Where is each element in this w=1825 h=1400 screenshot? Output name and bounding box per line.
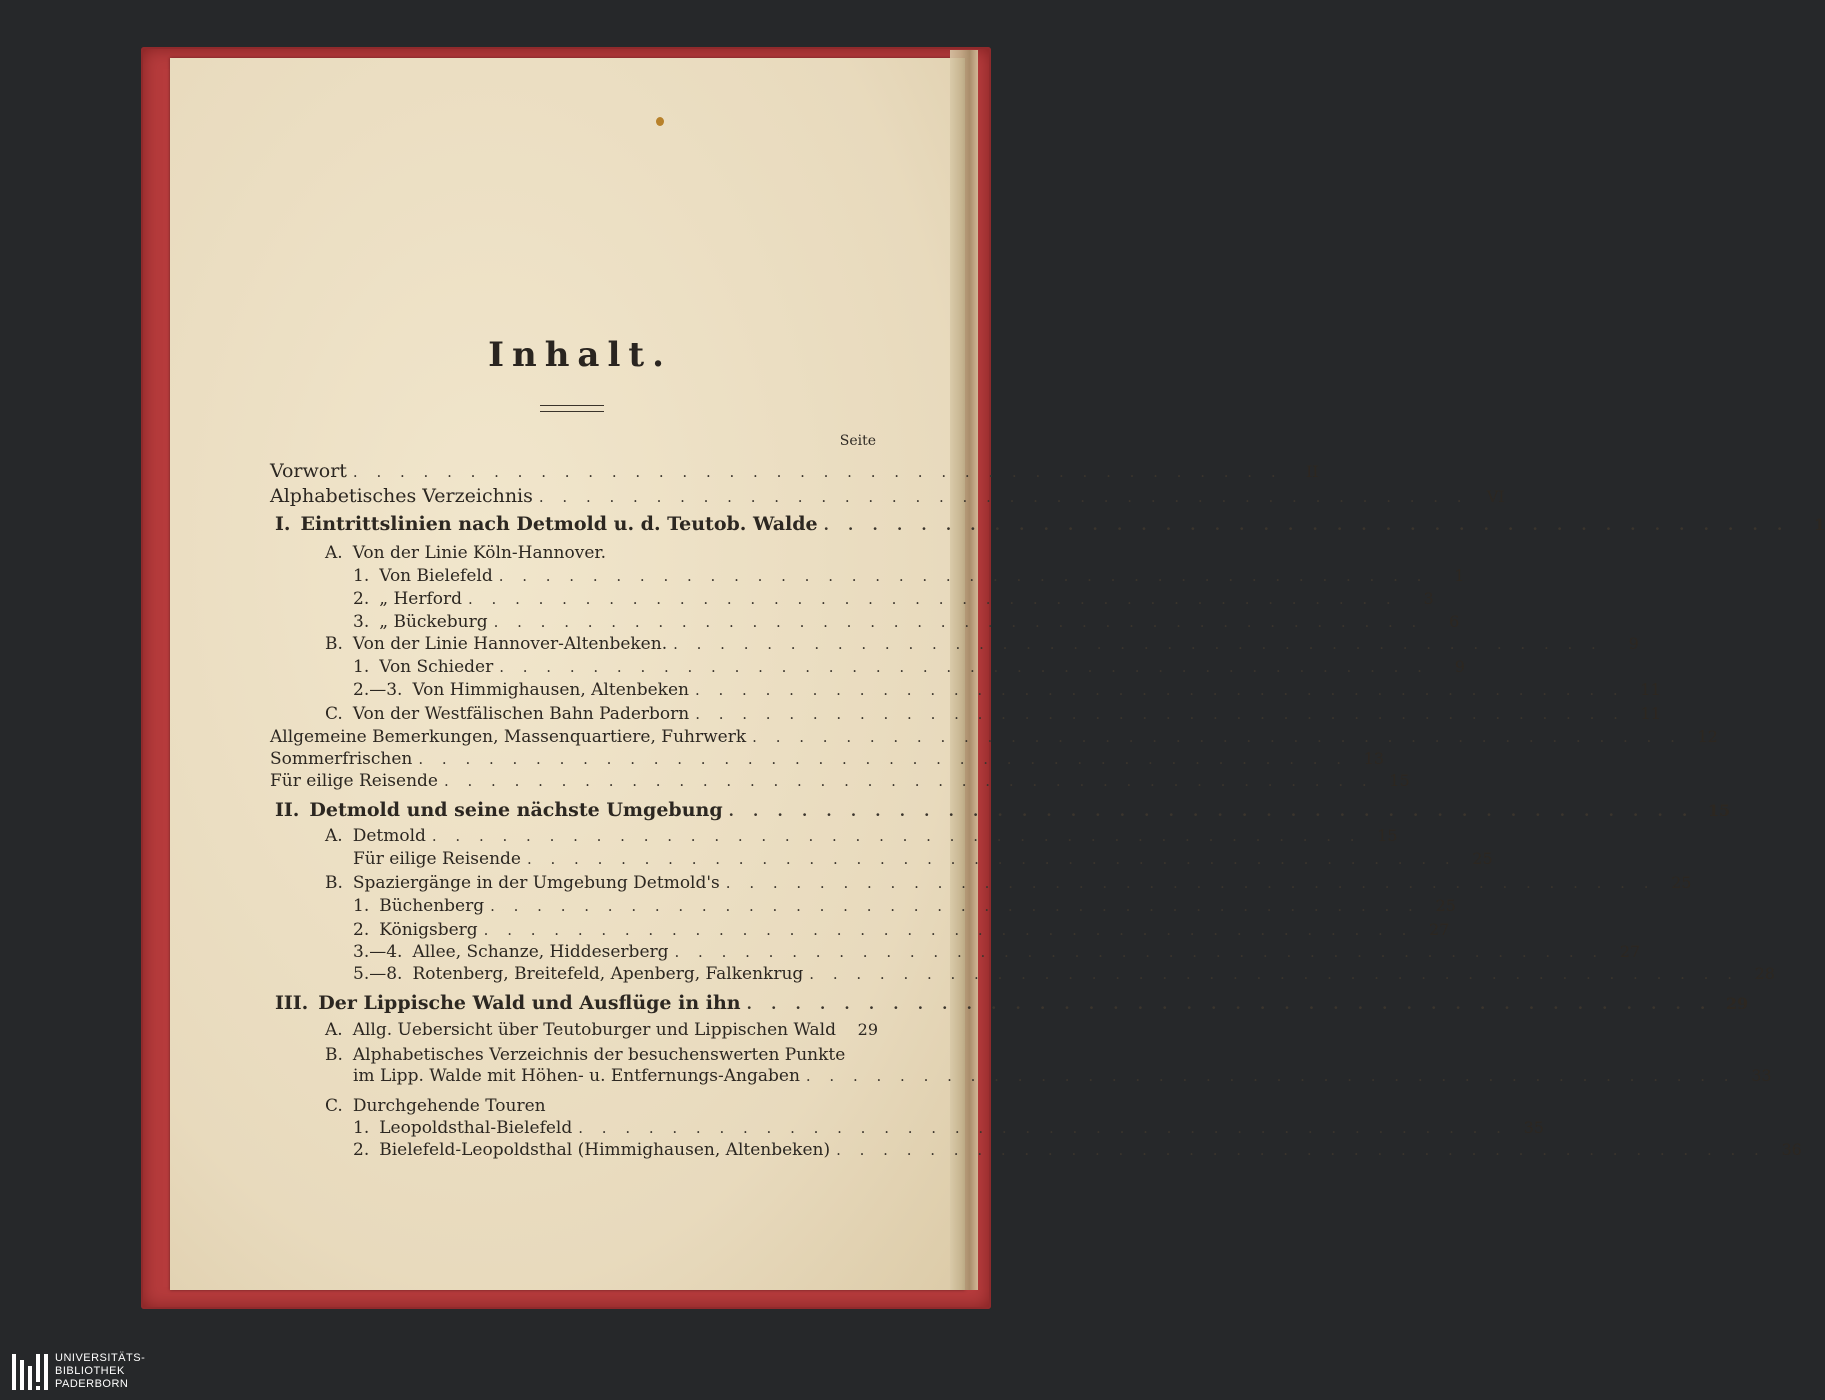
toc-entry-label: Büchenberg [379, 896, 485, 916]
toc-entry-number: A. [325, 543, 343, 563]
toc-page-number: 6 [1449, 612, 1460, 631]
toc-entry-label: Vorwort [270, 460, 347, 482]
toc-leader-dots: . . . . . . . . . . . . . . . . . . . . . . . . . . . . . . . . . . . . . . . . [836, 1141, 1766, 1159]
toc-page-number: 29 [857, 1020, 878, 1039]
toc-leader-dots: . . . . . . . . . . . . . . . . . . . . . . . . . . . . . . . . . . . . . . . . [526, 850, 1457, 868]
toc-entry-label: Rotenberg, Breitefeld, Apenberg, Falkenkrug [412, 964, 804, 984]
toc-entry-number: 3.—4. [353, 942, 403, 962]
toc-leader-dots: . . . . . . . . . . . . . . . . . . . . . . . . . . . . . . . . . . . . . . . . [490, 897, 1420, 915]
toc-entry [353, 920, 1450, 944]
toc-entry-number: 1. [353, 566, 370, 586]
library-name-line: PADERBORN [55, 1378, 129, 1390]
toc-entry-label: Detmold [352, 826, 426, 846]
toc-entry-number: B. [325, 634, 343, 654]
toc-entry [353, 612, 1460, 636]
toc-entry [353, 849, 1493, 873]
toc-entry-number: 2. [353, 1140, 370, 1160]
toc-entry [353, 942, 1641, 966]
toc-leader-dots: . . . . . . . . . . . . . . . . . . . . . . . . . . . . . . . . . . . . . . . . [493, 613, 1424, 631]
toc-leader-dots: . . . . . . . . . . . . . . . . . . . . . . . . . . . . . . . . . . . . . . . . [352, 463, 1283, 481]
toc-entry-label: Von der Westfälischen Bahn Paderborn [352, 704, 690, 724]
toc-entry [325, 1096, 878, 1120]
ink-spot [656, 117, 664, 126]
toc-entry [353, 896, 1456, 920]
toc-entry-label: Königsberg [379, 920, 478, 940]
toc-entry-number: III. [275, 992, 309, 1014]
toc-entry-label: Detmold und seine nächste Umgebung [309, 799, 723, 821]
toc-entry [275, 992, 1749, 1016]
toc-entry [270, 460, 1319, 484]
toc-leader-dots: . . . . . . . . . . . . . . . . . . . . . . . . . . . . . . . . . . . . . . . . [578, 1119, 1508, 1137]
toc-entry-number: 5.—8. [353, 964, 403, 984]
toc-leader-dots: . . . . . . . . . . . . . . . . . . . . . . . . . . . . . . . . . . . . . . . . [695, 705, 1625, 723]
toc-page-number: 36 [1781, 1140, 1802, 1159]
toc-entry-number: A. [325, 826, 343, 846]
toc-entry [325, 873, 1692, 897]
toc-entry-number: 2.—3. [353, 680, 403, 700]
toc-entry-number: II. [275, 799, 300, 821]
toc-entry-label: Von Bielefeld [379, 566, 493, 586]
toc-entry-label: Von Himmighausen, Altenbeken [412, 680, 689, 700]
toc-leader-dots: . . . . . . . . . . . . . . . . . . . . . . . . . . . . . . . . . . . . . . . . [809, 965, 1739, 983]
toc-entry [275, 799, 1731, 823]
toc-entry-number: C. [325, 1096, 343, 1116]
toc-entry [353, 1140, 1802, 1164]
toc-leader-dots: . . . . . . . . . . . . . . . . . . . . . . . . . . . . . . . . . . . . . . . . [728, 802, 1695, 820]
toc-page-number: VI [1486, 487, 1505, 506]
toc-entry-label: Leopoldsthal-Bielefeld [379, 1118, 573, 1138]
toc-entry-label: im Lipp. Walde mit Höhen- u. Entfernungs-Angaben [353, 1066, 800, 1086]
toc-entry-label: Alphabetisches Verzeichnis der besuchenswerten Punkte [352, 1045, 846, 1065]
toc-page-number: II [1305, 462, 1319, 481]
toc-leader-dots: . . . . . . . . . . . . . . . . . . . . . . . . . . . . . . . . . . . . . . . . [499, 658, 1429, 676]
toc-leader-dots: . . . . . . . . . . . . . . . . . . . . . . . . . . . . . . . . . . . . . . . . [746, 995, 1713, 1013]
toc-leader-dots: . . . . . . . . . . . . . . . . . . . . . . . . . . . . . . . . . . . . . . . . [805, 1067, 1736, 1085]
toc-page-number: 29 [1725, 994, 1749, 1013]
toc-page-number: 12 [1697, 727, 1718, 746]
toc-page-number: 15 [1707, 801, 1731, 820]
toc-entry [270, 771, 1410, 795]
library-name [55, 1352, 145, 1391]
toc-entry [325, 1020, 878, 1044]
library-name-line: UNIVERSITÄTS- [55, 1352, 146, 1364]
toc-entry-number: 2. [353, 920, 370, 940]
toc-entry-number: C. [325, 704, 343, 724]
toc-entry-label: Bielefeld-Leopoldsthal (Himmighausen, Altenbeken) [379, 1140, 831, 1160]
toc-entry-number: 2. [353, 589, 370, 609]
toc-page-number: 11 [1640, 704, 1661, 723]
toc-page-number: 1 [1814, 515, 1825, 534]
toc-entry-label: Allgemeine Bemerkungen, Massenquartiere, Fuhrwerk [270, 727, 747, 747]
toc-entry [353, 657, 1465, 681]
toc-page-number: 25 [1671, 873, 1692, 892]
toc-page-number: 28 [1754, 964, 1775, 983]
toc-page-number: 15 [1389, 771, 1410, 790]
toc-leader-dots: . . . . . . . . . . . . . . . . . . . . . . . . . . . . . . . . . . . . . . . . [431, 827, 1362, 845]
toc-leader-dots: . . . . . . . . . . . . . . . . . . . . . . . . . . . . . . . . . . . . . . . . [498, 567, 1429, 585]
toc-entry [270, 749, 1385, 773]
toc-entry [353, 964, 1775, 988]
toc-leader-dots: . . . . . . . . . . . . . . . . . . . . . . . . . . . . . . . . . . . . . . . . [823, 516, 1790, 534]
toc-entry [353, 589, 1434, 613]
page-title: Inhalt. [488, 335, 672, 375]
toc-entry-number: A. [325, 1020, 343, 1040]
toc-entry-label: Von der Linie Hannover-Altenbeken. [352, 634, 668, 654]
toc-leader-dots: . . . . . . . . . . . . . . . . . . . . . . . . . . . . . . . . . . . . . . . . [694, 681, 1625, 699]
toc-entry [325, 543, 878, 567]
toc-page-number: 9 [1628, 634, 1639, 653]
toc-entry-number: B. [325, 1045, 343, 1065]
toc-entry [353, 680, 1661, 704]
toc-entry-label: Von Schieder [379, 657, 494, 677]
toc-entry-label: Allg. Uebersicht über Teutoburger und Lippischen Wald [352, 1020, 836, 1040]
toc-page-number: 25 [1472, 849, 1493, 868]
toc-entry-label: Für eilige Reisende [353, 849, 521, 869]
toc-entry-number: 1. [353, 1118, 370, 1138]
toc-entry-label: „ Herford [379, 589, 462, 609]
toc-entry-number: B. [325, 873, 343, 893]
toc-leader-dots: . . . . . . . . . . . . . . . . . . . . . . . . . . . . . . . . . . . . . . . . [673, 635, 1603, 653]
toc-leader-dots: . . . . . . . . . . . . . . . . . . . . . . . . . . . . . . . . . . . . . . . . [538, 488, 1469, 506]
toc-entry-label: Allee, Schanze, Hiddeserberg [412, 942, 669, 962]
toc-entry-label: Eintrittslinien nach Detmold u. d. Teutob. Walde [300, 513, 818, 535]
toc-page-number: 9 [1454, 657, 1465, 676]
toc-entry [325, 634, 1639, 658]
toc-entry-label: Von der Linie Köln-Hannover. [352, 543, 607, 563]
toc-entry-number: 3. [353, 612, 370, 632]
toc-entry-label: Der Lippische Wald und Ausflüge in ihn [318, 992, 741, 1014]
toc-leader-dots: . . . . . . . . . . . . . . . . . . . . . . . . . . . . . . . . . . . . . . . . [752, 728, 1682, 746]
toc-page-number: 11 [1640, 680, 1661, 699]
toc-entry-number: 1. [353, 896, 370, 916]
toc-leader-dots: . . . . . . . . . . . . . . . . . . . . . . . . . . . . . . . . . . . . . . . . [725, 874, 1656, 892]
toc-entry [270, 727, 1718, 751]
toc-leader-dots: . . . . . . . . . . . . . . . . . . . . . . . . . . . . . . . . . . . . . . . . [674, 943, 1605, 961]
toc-entry [275, 513, 1825, 537]
toc-entry-label: Alphabetisches Verzeichnis [270, 485, 533, 507]
toc-page-number: 27 [1619, 942, 1641, 961]
toc-entry [353, 566, 1465, 590]
toc-entry-label: Durchgehende Touren [352, 1096, 546, 1116]
toc-page-number: 25 [1435, 896, 1456, 915]
toc-entry-number: I. [275, 513, 291, 535]
toc-page-number: 15 [1377, 826, 1398, 845]
toc-leader-dots: . . . . . . . . . . . . . . . . . . . . . . . . . . . . . . . . . . . . . . . . [418, 750, 1349, 768]
toc-leader-dots: . . . . . . . . . . . . . . . . . . . . . . . . . . . . . . . . . . . . . . . . [468, 590, 1398, 608]
toc-entry [353, 1066, 1772, 1090]
toc-entry-label: Spaziergänge in der Umgebung Detmold's [352, 873, 720, 893]
title-double-rule [540, 405, 604, 412]
toc-entry-number: 1. [353, 657, 370, 677]
toc-page-number: 27 [1429, 920, 1450, 939]
toc-page-number: 35 [1523, 1118, 1544, 1137]
toc-entry [325, 826, 1398, 850]
toc-entry [270, 485, 1505, 509]
toc-entry-label: „ Bückeburg [379, 612, 488, 632]
toc-entry [325, 704, 1661, 728]
toc-page-number: 3 [1423, 589, 1434, 608]
toc-page-number: 1 [1454, 566, 1465, 585]
toc-page-number: 33 [1751, 1066, 1772, 1085]
toc-entry-label: Für eilige Reisende [270, 771, 438, 791]
toc-page-number: 13 [1363, 749, 1385, 768]
library-name-line: BIBLIOTHEK [55, 1365, 125, 1377]
toc-leader-dots: . . . . . . . . . . . . . . . . . . . . . . . . . . . . . . . . . . . . . . . . [483, 921, 1414, 939]
toc-leader-dots: . . . . . . . . . . . . . . . . . . . . . . . . . . . . . . . . . . . . . . . . [443, 772, 1374, 790]
toc-entry [353, 1118, 1544, 1142]
page-column-header: Seite [839, 433, 876, 449]
toc-entry-label: Sommerfrischen [270, 749, 413, 769]
